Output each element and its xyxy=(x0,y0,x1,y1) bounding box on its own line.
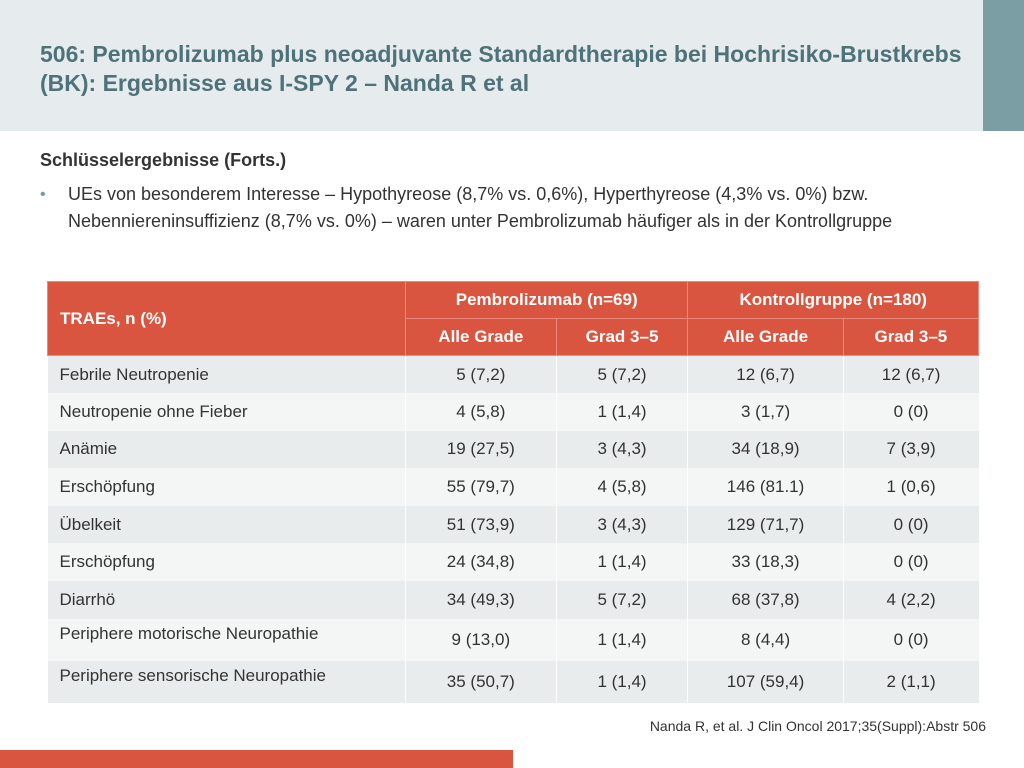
group-header-pembrolizumab: Pembrolizumab (n=69) xyxy=(406,282,688,319)
citation: Nanda R, et al. J Clin Oncol 2017;35(Suppl):Abstr 506 xyxy=(649,718,986,734)
table-cell: 4 (5,8) xyxy=(556,468,688,506)
table-cell: 0 (0) xyxy=(843,619,978,661)
bullet-text: UEs von besonderem Interesse – Hypothyreose (8,7% vs. 0,6%), Hyperthyreose (4,3% vs. 0%) bzw. Nebenniereninsuffizienz (8,7% vs. 0%) – waren unter Pembrolizumab häufiger als in der Kontrollgruppe xyxy=(68,184,893,231)
table-cell: 19 (27,5) xyxy=(406,431,557,469)
table-cell: 4 (5,8) xyxy=(406,393,557,431)
table-cell: 12 (6,7) xyxy=(688,356,843,394)
subcolumn-header: Grad 3–5 xyxy=(843,319,978,356)
bullet-dot-icon: • xyxy=(40,186,46,203)
table-cell: 8 (4,4) xyxy=(688,619,843,661)
group-header-control: Kontrollgruppe (n=180) xyxy=(688,282,979,319)
table-cell: 0 (0) xyxy=(843,543,978,581)
subcolumn-header: Alle Grade xyxy=(688,319,843,356)
table-cell: 3 (4,3) xyxy=(556,431,688,469)
table-cell: 68 (37,8) xyxy=(688,581,843,619)
row-label: Febrile Neutropenie xyxy=(48,356,406,394)
table-cell: 1 (1,4) xyxy=(556,393,688,431)
table-cell: 0 (0) xyxy=(843,506,978,544)
table-cell: 5 (7,2) xyxy=(406,356,557,394)
table-cell: 55 (79,7) xyxy=(406,468,557,506)
header-accent-bar xyxy=(983,0,1024,131)
row-label: Diarrhö xyxy=(48,581,406,619)
table-cell: 4 (2,2) xyxy=(843,581,978,619)
subcolumn-header: Grad 3–5 xyxy=(556,319,688,356)
table-cell: 1 (1,4) xyxy=(556,543,688,581)
table-cell: 0 (0) xyxy=(843,393,978,431)
bullet-point xyxy=(40,181,980,235)
table-cell: 24 (34,8) xyxy=(406,543,557,581)
table-cell: 12 (6,7) xyxy=(843,356,978,394)
row-label: Erschöpfung xyxy=(48,543,406,581)
table-row-header: TRAEs, n (%) xyxy=(48,282,406,356)
table-row xyxy=(48,468,979,506)
table-row xyxy=(48,619,979,661)
table-cell: 33 (18,3) xyxy=(688,543,843,581)
table-cell: 34 (49,3) xyxy=(406,581,557,619)
table-cell: 3 (1,7) xyxy=(688,393,843,431)
table-cell: 7 (3,9) xyxy=(843,431,978,469)
footer-accent-bar xyxy=(0,750,513,768)
table-cell: 5 (7,2) xyxy=(556,356,688,394)
table-cell: 3 (4,3) xyxy=(556,506,688,544)
row-label: Periphere motorische Neuropathie xyxy=(48,619,406,661)
table-cell: 1 (1,4) xyxy=(556,619,688,661)
table-row xyxy=(48,356,979,394)
table-row xyxy=(48,431,979,469)
slide-title: 506: Pembrolizumab plus neoadjuvante Standardtherapie bei Hochrisiko-Brustkrebs (BK): Ergebnisse aus I-SPY 2 – Nanda R et al xyxy=(40,41,962,96)
row-label: Übelkeit xyxy=(48,506,406,544)
traes-table xyxy=(47,281,979,703)
table-cell: 5 (7,2) xyxy=(556,581,688,619)
row-label: Periphere sensorische Neuropathie xyxy=(48,661,406,703)
subcolumn-header: Alle Grade xyxy=(406,319,557,356)
table-row xyxy=(48,581,979,619)
row-label: Anämie xyxy=(48,431,406,469)
table-row xyxy=(48,506,979,544)
table-cell: 1 (0,6) xyxy=(843,468,978,506)
section-subheading: Schlüsselergebnisse (Forts.) xyxy=(40,150,287,170)
table-row xyxy=(48,393,979,431)
table-cell: 1 (1,4) xyxy=(556,661,688,703)
table-row xyxy=(48,661,979,703)
table-row xyxy=(48,543,979,581)
table-cell: 35 (50,7) xyxy=(406,661,557,703)
table-cell: 146 (81.1) xyxy=(688,468,843,506)
table-cell: 107 (59,4) xyxy=(688,661,843,703)
table-cell: 9 (13,0) xyxy=(406,619,557,661)
row-label: Erschöpfung xyxy=(48,468,406,506)
table-cell: 129 (71,7) xyxy=(688,506,843,544)
table-cell: 51 (73,9) xyxy=(406,506,557,544)
table-cell: 34 (18,9) xyxy=(688,431,843,469)
row-label: Neutropenie ohne Fieber xyxy=(48,393,406,431)
table-cell: 2 (1,1) xyxy=(843,661,978,703)
